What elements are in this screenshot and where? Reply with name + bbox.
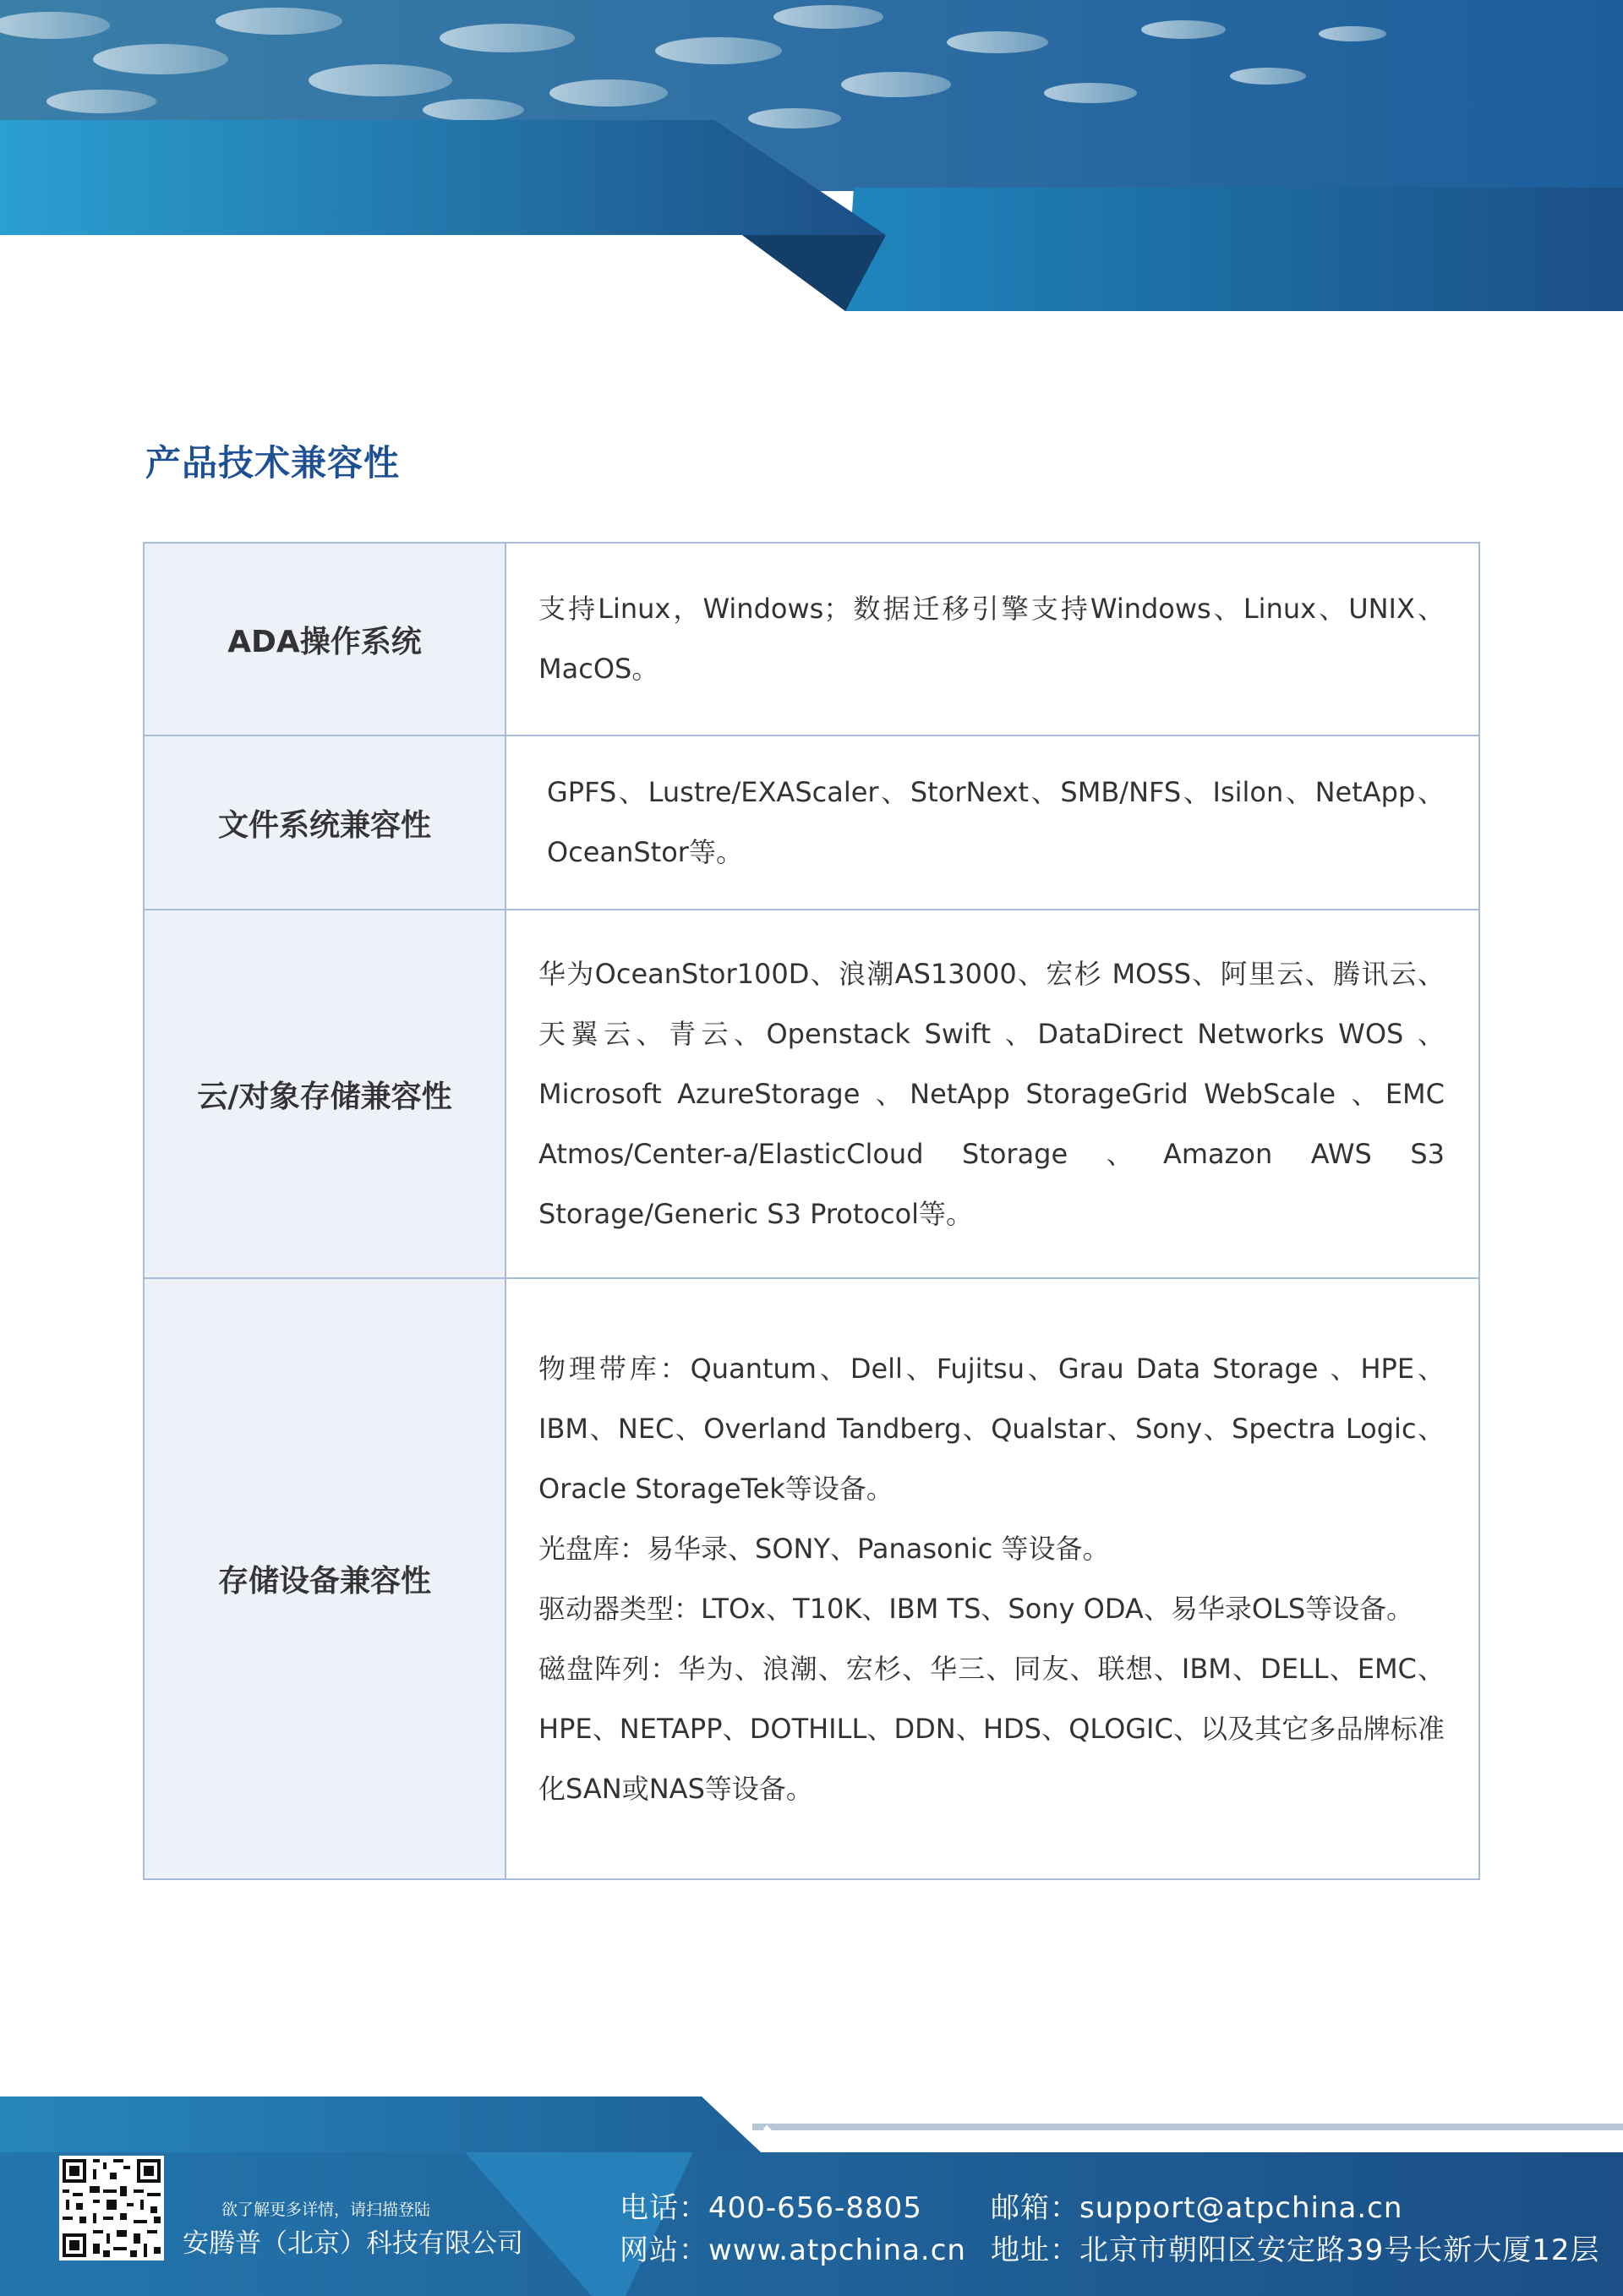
footer (0, 2096, 1623, 2296)
table-row (144, 910, 1479, 1278)
content-paragraph: 光盘库：易华录、SONY、Panasonic 等设备。 (538, 1532, 1110, 1565)
row-label-os: ADA操作系统 (144, 543, 505, 735)
fish-school-banner-image (0, 0, 1623, 321)
qr-code-icon (59, 2156, 164, 2260)
row-content-storage-devices (505, 1278, 1479, 1879)
content-paragraph: 物理带库：Quantum、Dell、Fujitsu、Grau Data Storage 、HPE、IBM、NEC、Overland Tandberg、Qualstar、Sony、Spectra Logic、Oracle StorageTek等设备。 (538, 1352, 1445, 1505)
content-paragraph: 支持Linux，Windows；数据迁移引擎支持Windows、Linux、UNIX、MacOS。 (538, 593, 1445, 685)
row-content-cloud-storage (505, 910, 1479, 1278)
table-row (144, 543, 1479, 735)
content-paragraph: 驱动器类型：LTOx、T10K、IBM TS、Sony ODA、易华录OLS等设备。 (538, 1592, 1414, 1625)
row-label-filesystem: 文件系统兼容性 (144, 735, 505, 910)
contact-email[interactable]: 邮箱：support@atpchina.cn (991, 2191, 1403, 2225)
row-label-storage-devices: 存储设备兼容性 (144, 1278, 505, 1879)
contact-website[interactable]: 网站：www.atpchina.cn (620, 2233, 966, 2267)
row-content-filesystem (505, 735, 1479, 910)
table-row (144, 1278, 1479, 1879)
content-paragraph: GPFS、Lustre/EXAScaler、StorNext、SMB/NFS、Isilon、NetApp、OceanStor等。 (547, 776, 1445, 868)
content-paragraph: 磁盘阵列：华为、浪潮、宏杉、华三、同友、联想、IBM、DELL、EMC、HPE、NETAPP、DOTHILL、DDN、HDS、QLOGIC、以及其它多品牌标准化SAN或NAS等设备。 (538, 1652, 1445, 1805)
contact-address: 地址：北京市朝阳区安定路39号长新大厦12层 (991, 2233, 1600, 2267)
compatibility-table (143, 542, 1480, 1880)
content-paragraph: 华为OceanStor100D、浪潮AS13000、宏杉 MOSS、阿里云、腾讯云、天翼云、青云、Openstack Swift 、DataDirect Networks WOS 、Microsoft AzureStorage 、NetApp StorageGrid WebScale 、EMC Atmos/Center-a/ElasticCloud Storage 、Amazon AWS S3 Storage/Generic S3 Protocol等。 (538, 957, 1445, 1230)
row-content-os (505, 543, 1479, 735)
table-row (144, 735, 1479, 910)
header-banner (0, 0, 1623, 321)
row-label-cloud-storage: 云/对象存储兼容性 (144, 910, 505, 1278)
company-name: 安腾普（北京）科技有限公司 (183, 2228, 523, 2259)
contact-phone: 电话：400-656-8805 (620, 2191, 922, 2225)
page-title: 产品技术兼容性 (145, 442, 401, 484)
scan-hint-text: 欲了解更多详情，请扫描登陆 (221, 2200, 431, 2219)
